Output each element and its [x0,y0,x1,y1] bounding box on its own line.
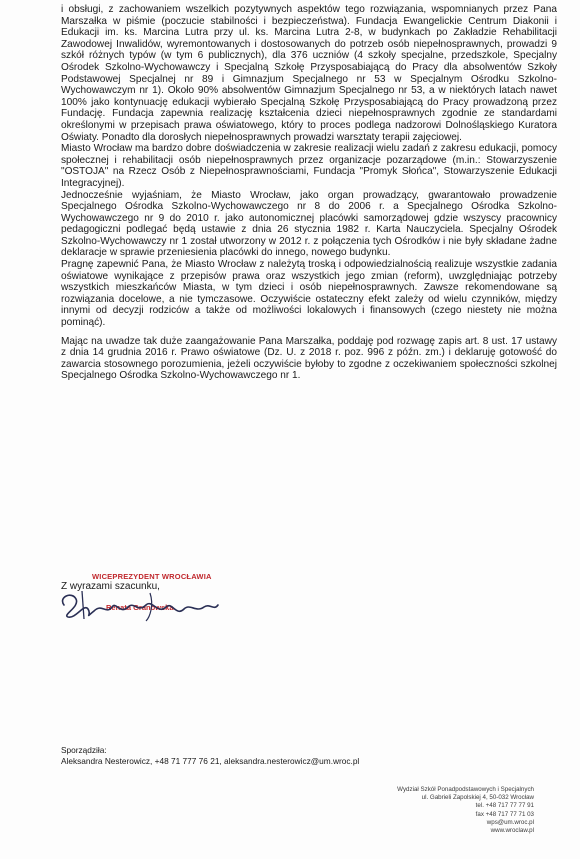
prepared-by-label: Sporządziła: [61,745,107,755]
prepared-by-details: Aleksandra Nesterowicz, +48 71 777 76 21, aleksandra.nesterowicz@um.wroc.pl [61,755,360,766]
paragraph-foundation: i obsługi, z zachowaniem wszelkich pozytywnych aspektów tego rozwiązania, wspomnianych przez Pana Marszałka w piśmie (poczucie stabilności i bezpieczeństwa). Fundacja Ewangelickie Centrum Diakonii i Edukacji im. ks. Marcina Lutra przy ul. ks. Marcina Lutra 2-8, w budynkach po Zakładzie Rehabilitacji Zawodowej Inwalidów, wyremontowanych i dostosowanych do potrzeb osób niepełnosprawnych, prowadzi 9 szkół różnych typów (w tym 6 publicznych), dla 376 uczniów (4 szkoły specjalne, przedszkole, Specjalny Ośrodek Szkolno-Wychowawczy i Specjalną Szkołę Przysposabiającą do Pracy dla absolwentów Szkoły Podstawowej Specjalnej nr 89 i Gimnazjum Specjalnego nr 53 w Specjalnym Ośrodku Szkolno-Wychowawczym nr 1). Około 90% absolwentów Gimnazjum Specjalnego nr 53, a w niektórych latach nawet 100% jako kontynuację edukacji wybierało Specjalną Szkołę Przysposabiającą do Pracy prowadzoną przez Fundację. Fundacja zapewnia realizację kształcenia dzieci niepełnosprawnych zgodnie ze standardami określonymi w przepisach prawa oświatowego, który to proces podlega nadzorowi Dolnośląskiego Kuratora Oświaty. Ponadto dla dorosłych niepełnosprawnych prowadzi warsztaty terapii zajęciowej. [61,4,557,143]
footer-department: Wydział Szkół Ponadpodstawowych i Specjalnych [397,786,534,793]
stamp-name: Renata Granowska [106,603,174,612]
footer-phone: tel. +48 717 77 77 91 [475,802,534,810]
paragraph-assurance: Pragnę zapewnić Pana, że Miasto Wrocław z należytą troską i odpowiedzialnością realizuje wszystkie zadania oświatowe wynikające z przepisów prawa oraz wszystkich jego zmian (reform), uwzględniając potrzeby wszystkich mieszkańców Miasta, w tym dzieci i osób niepełnosprawnych. Zawsze rekomendowane są rozwiązania docelowe, a nie tymczasowe. Oczywiście ostateczny efekt zależy od wielu czynników, między innymi od decyzji rodziców a także od możliwości lokalowych i finansowych (czego niestety nie można pominąć). [61,259,557,329]
department-footer [397,786,534,835]
paragraph-city-experience: Miasto Wrocław ma bardzo dobre doświadczenia w zakresie realizacji wielu zadań z zakresu edukacji, pomocy społecznej i rehabilitacji osób niepełnosprawnych przez organizacje pozarządowe (m.in.: Stowarzyszenie "OSTOJA" na Rzecz Osób z Niepełnosprawnościami, Fundacja "Promyk Słońca", Stowarzyszenie Edukacji Integracyjnej). [61,143,557,189]
handwritten-signature [54,585,224,625]
footer-email: wps@um.wroc.pl [486,818,534,826]
closing-salutation: Z wyrazami szacunku, [61,581,160,592]
letter-body [61,4,557,382]
prepared-by [61,745,359,766]
footer-address: ul. Gabrieli Zapolskiej 4, 50-032 Wrocław [421,794,534,802]
paragraph-explanation: Jednocześnie wyjaśniam, że Miasto Wrocław, jako organ prowadzący, gwarantowało prowadzenie Specjalnego Ośrodka Szkolno-Wychowawczego nr 8 do 2006 r. a Specjalnego Ośrodka Szkolno-Wychowawczego nr 9 do 2010 r. jako autonomicznej placówki samorządowej gdzie wszyscy pracownicy pedagogiczni podlegać będą ustawie z dnia 26 stycznia 1982 r. Karta Nauczyciela. Specjalny Ośrodek Szkolno-Wychowawczy nr 1 został utworzony w 2012 r. z połączenia tych Ośrodków i nie były składane żadne deklaracje w sprawie przeniesienia placówki do innego, nowego budynku. [61,189,557,259]
footer-website: www.wroclaw.pl [490,827,534,835]
footer-fax: fax +48 717 77 71 03 [475,810,534,818]
paragraph-spacer [61,329,557,336]
stamp-title: WICEPREZYDENT WROCŁAWIA [92,572,212,581]
paragraph-declaration: Mając na uwadze tak duże zaangażowanie Pana Marszałka, poddaję pod rozwagę zapis art. 8 ust. 17 ustawy z dnia 14 grudnia 2016 r. Prawo oświatowe (Dz. U. z 2018 r. poz. 996 z późn. zm.) i deklaruję gotowość do zawarcia stosownego porozumienia, jeżeli oczywiście byłoby to zgodne z oczekiwaniem społeczności szkolnej Specjalnego Ośrodka Szkolno-Wychowawczego nr 1. [61,335,557,382]
